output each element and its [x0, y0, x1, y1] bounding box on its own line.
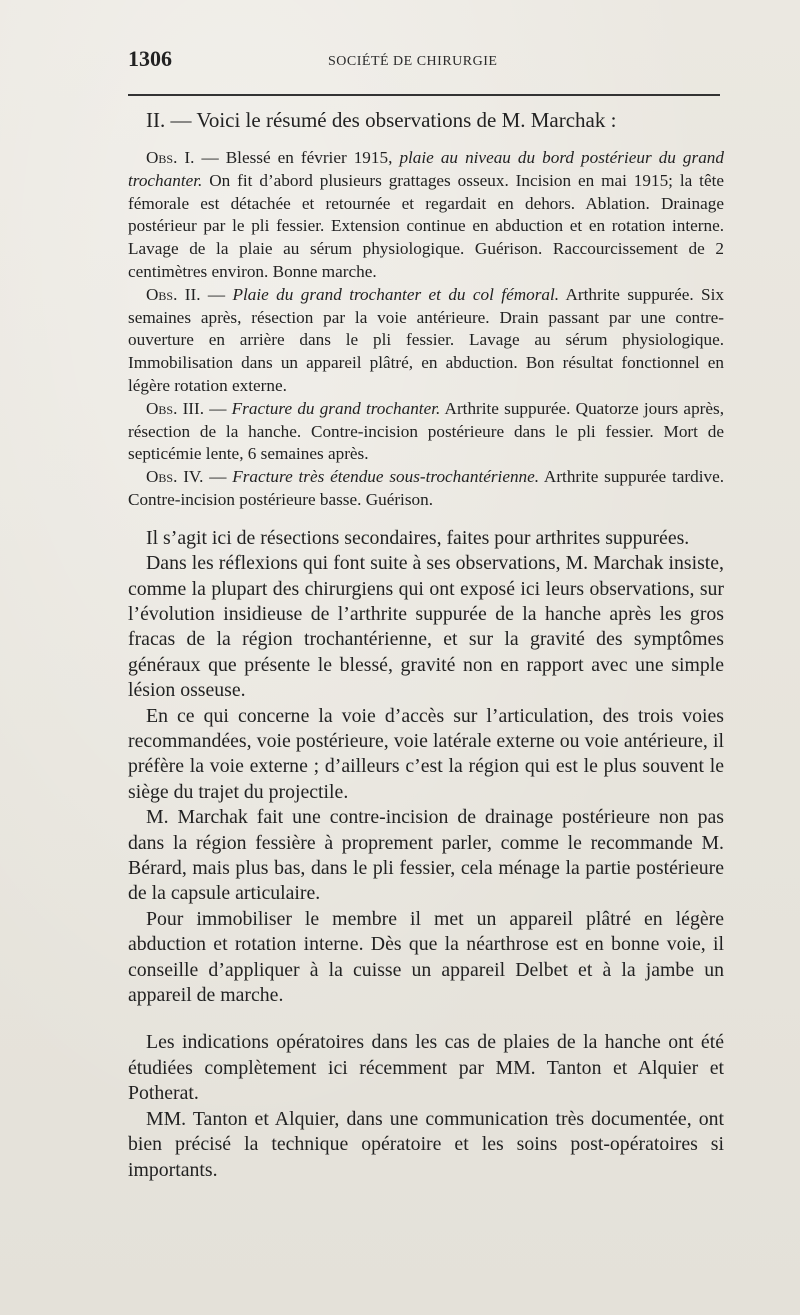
page-number: 1306	[128, 46, 172, 71]
observation-label: Obs. III.	[146, 398, 205, 418]
observation-text: Arthrite suppurée. Six semaines après, résection par la voie antérieure. Drain passant par une contre-ouverture en arrière dans le pli fessier. Lavage au sérum physiologique. Immobilisation dans un appareil plâtré, en abduction. Bon résultat fonctionnel en légère rotation externe.	[128, 284, 724, 395]
observation-text: —	[204, 398, 232, 418]
header-rule	[128, 94, 720, 96]
spacer	[128, 1008, 724, 1030]
paragraph: MM. Tanton et Alquier, dans une communication très documentée, ont bien précisé la technique opératoire et les soins post-opératoires si importants.	[128, 1107, 724, 1181]
indications-block	[128, 1030, 724, 1182]
observation-4	[128, 466, 724, 512]
paragraph: M. Marchak fait une contre-incision de drainage postérieure non pas dans la région fessière à proprement parler, comme le recommande M. Bérard, mais plus bas, dans le pli fessier, cela ménage la partie postérieure de la capsule articulaire.	[128, 806, 724, 905]
page-body	[128, 108, 724, 1183]
observation-italic: Plaie du grand trochanter et du col fémoral.	[232, 284, 560, 304]
paragraph: Les indications opératoires dans les cas de plaies de la hanche ont été étudiées complètement ici récemment par MM. Tanton et Alquier et Potherat.	[128, 1031, 724, 1105]
observation-label: Obs. IV.	[146, 467, 204, 487]
observation-text: Arthrite suppurée. Quatorze jours après, résection de la hanche. Contre-incision postérieure dans le pli fessier. Mort de septicémie lente, 6 semaines après.	[128, 398, 724, 464]
observation-italic: Fracture très étendue sous-trochantérienne.	[232, 467, 540, 487]
observation-label: Obs. II.	[146, 284, 201, 304]
paragraph: Dans les réflexions qui font suite à ses observations, M. Marchak insiste, comme la plupart des chirurgiens qui ont exposé ici leurs observations, sur l’évolution insidieuse de l’arthrite suppurée de la hanche après les gros fracas de la région trochantérienne, et sur la gravité des symptômes généraux que présente le blessé, gravité non en rapport avec une simple lésion osseuse.	[128, 552, 724, 702]
commentary-block	[128, 526, 724, 1009]
running-title: SOCIÉTÉ DE CHIRURGIE	[328, 54, 498, 69]
observation-text: Arthrite suppurée tardive. Contre-incision postérieure basse. Guérison.	[128, 467, 724, 509]
paragraph: Pour immobiliser le membre il met un appareil plâtré en légère abduction et rotation interne. Dès que la néarthrose est en bonne voie, il conseille d’appliquer à la cuisse un appareil Delbet et à la jambe un appareil de marche.	[128, 907, 724, 1007]
observation-italic: Fracture du grand trochanter.	[231, 398, 441, 418]
spacer	[128, 512, 724, 526]
observation-italic: plaie au niveau du bord postérieur du grand trochanter.	[128, 148, 724, 190]
observation-text: —	[203, 467, 233, 487]
observation-text: —	[200, 284, 233, 304]
observation-1	[128, 147, 724, 284]
observation-3	[128, 398, 724, 466]
observation-text: — Blessé en février 1915,	[194, 148, 400, 167]
observation-text: On fit d’abord plusieurs grattages osseux. Incision en mai 1915; la tête fémorale est détachée et retournée et regardait en dehors. Ablation. Drainage postérieur par le pli fessier. Extension continue en abduction et en rotation interne. Lavage de la plaie au sérum physiologique. Guérison. Raccourcissement de 2 centimètres environ. Bonne marche.	[128, 170, 724, 281]
observations-list	[128, 147, 724, 512]
observation-label: Obs. I.	[146, 148, 195, 167]
page-header	[128, 46, 720, 74]
paragraph: En ce qui concerne la voie d’accès sur l’articulation, des trois voies recommandées, voie postérieure, voie latérale externe ou voie antérieure, il préfère la voie externe ; d’ailleurs c’est la région qui est le plus souvent le siège du trajet du projectile.	[128, 704, 724, 803]
section-intro: II. — Voici le résumé des observations de M. Marchak :	[146, 108, 617, 132]
paragraph: Il s’agit ici de résections secondaires, faites pour arthrites suppurées.	[146, 526, 690, 549]
observation-2	[128, 284, 724, 398]
